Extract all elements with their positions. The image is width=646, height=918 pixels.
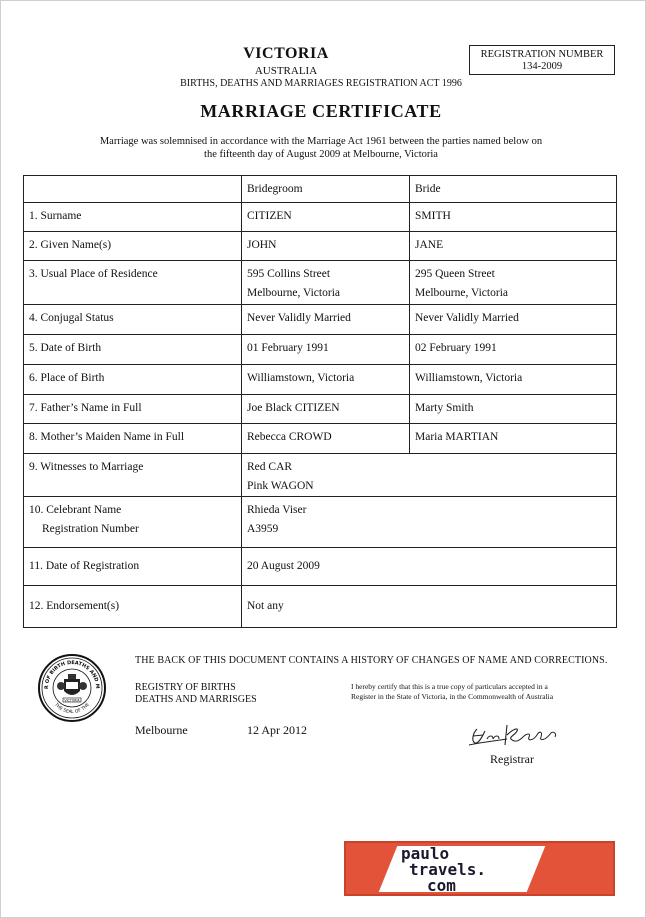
groom-value: [242, 261, 410, 305]
groom-value: CITIZEN: [242, 203, 410, 232]
bride-value: Marty Smith: [410, 395, 617, 424]
act-text: BIRTHS, DEATHS AND MARRIAGES REGISTRATION ACT 1996: [180, 78, 462, 89]
bride-value: [410, 261, 617, 305]
registry-line-2: DEATHS AND MARRISGES: [135, 694, 257, 705]
table-row: [24, 232, 617, 261]
bride-value: Williamstown, Victoria: [410, 365, 617, 395]
certificate-title: MARRIAGE CERTIFICATE: [200, 101, 442, 121]
celebrant-name-label: 10. Celebrant Name: [29, 504, 122, 516]
groom-value: Never Validly Married: [242, 305, 410, 335]
registry-seal: [37, 653, 107, 728]
state-heading: VICTORIA: [243, 45, 329, 62]
witnesses-value: [242, 454, 617, 497]
bride-residence-line-2: Melbourne, Victoria: [415, 287, 508, 299]
row-label: 2. Given Name(s): [24, 232, 242, 261]
signature-icon: [463, 719, 563, 753]
certify-line-1: I hereby certify that this is a true copy of particulars accepted in a: [351, 682, 548, 691]
bride-value: 02 February 1991: [410, 335, 617, 365]
row-label: 11. Date of Registration: [24, 548, 242, 586]
watermark-line-1: paulo: [401, 844, 450, 863]
registry-name: [135, 682, 257, 706]
registrar-title: Registrar: [490, 752, 534, 766]
witness-1: Red CAR: [247, 461, 293, 473]
watermark-line-2: travels.: [409, 860, 487, 879]
bride-value: JANE: [410, 232, 617, 261]
seal-bottom-text: THE SEAL OF THE: [53, 702, 91, 716]
groom-value: Williamstown, Victoria: [242, 365, 410, 395]
celebrant-row: [24, 497, 617, 548]
row-label: 4. Conjugal Status: [24, 305, 242, 335]
row-label: 12. Endorsement(s): [24, 586, 242, 628]
col-bride: Bride: [410, 176, 617, 203]
bride-value: Maria MARTIAN: [410, 424, 617, 454]
back-notice: THE BACK OF THIS DOCUMENT CONTAINS A HISTORY OF CHANGES OF NAME AND CORRECTIONS.: [135, 655, 608, 666]
registration-date-row: [24, 548, 617, 586]
table-row: [24, 395, 617, 424]
row-label: 6. Place of Birth: [24, 365, 242, 395]
table-row: [24, 335, 617, 365]
marriage-details-table: [23, 175, 617, 628]
seal-top-text: R OF BIRTH DEATHS AND M: [43, 659, 101, 690]
celebrant-registration-label: Registration Number: [42, 523, 139, 535]
issue-city: Melbourne: [135, 723, 188, 737]
table-row: [24, 261, 617, 305]
row-label: 5. Date of Birth: [24, 335, 242, 365]
seal-icon: [37, 653, 107, 723]
intro-paragraph: [41, 135, 601, 161]
registration-number-label: REGISTRATION NUMBER: [480, 49, 604, 60]
watermark-logo: [344, 841, 615, 896]
row-label: 8. Mother’s Maiden Name in Full: [24, 424, 242, 454]
country-heading: AUSTRALIA: [254, 65, 318, 77]
row-label: 1. Surname: [24, 203, 242, 232]
svg-text:THE SEAL OF THE: [52, 701, 91, 715]
bride-residence-line-1: 295 Queen Street: [415, 268, 495, 280]
table-row: [24, 424, 617, 454]
seal-place-text: VICTORIA: [64, 698, 80, 703]
certify-line-2: Register in the State of Victoria, in the Commonwealth of Australia: [351, 692, 554, 701]
intro-line-1: Marriage was solemnised in accordance with the Marriage Act 1961 between the parties named below on: [99, 136, 543, 147]
groom-value: Joe Black CITIZEN: [242, 395, 410, 424]
issue-date: 12 Apr 2012: [247, 723, 307, 737]
row-label: [24, 497, 242, 548]
table-row: [24, 305, 617, 335]
col-bridegroom: Bridegroom: [242, 176, 410, 203]
row-label: 7. Father’s Name in Full: [24, 395, 242, 424]
celebrant-name: Rhieda Viser: [247, 504, 307, 516]
intro-line-2: the fifteenth day of August 2009 at Melbourne, Victoria: [204, 149, 438, 160]
row-label: 3. Usual Place of Residence: [24, 261, 242, 305]
witness-2: Pink WAGON: [247, 480, 314, 492]
endorsements-value: Not any: [242, 586, 617, 628]
groom-value: 01 February 1991: [242, 335, 410, 365]
celebrant-registration-number: A3959: [247, 523, 279, 535]
bride-value: SMITH: [410, 203, 617, 232]
registry-line-1: REGISTRY OF BIRTHS: [135, 682, 236, 693]
celebrant-value: [242, 497, 617, 548]
witnesses-row: [24, 454, 617, 497]
header-empty-cell: [24, 176, 242, 203]
table-header-row: [24, 176, 617, 203]
endorsements-row: [24, 586, 617, 628]
watermark-line-3: com: [427, 876, 456, 895]
watermark-text: [401, 846, 551, 894]
bride-value: Never Validly Married: [410, 305, 617, 335]
certification-statement: [351, 682, 601, 702]
row-label: 9. Witnesses to Marriage: [24, 454, 242, 497]
table-row: [24, 203, 617, 232]
registration-date-value: 20 August 2009: [242, 548, 617, 586]
groom-residence-line-2: Melbourne, Victoria: [247, 287, 340, 299]
act-heading: [1, 78, 641, 89]
groom-value: JOHN: [242, 232, 410, 261]
registration-number-box: [469, 45, 615, 75]
groom-residence-line-1: 595 Collins Street: [247, 268, 331, 280]
groom-value: Rebecca CROWD: [242, 424, 410, 454]
table-row: [24, 365, 617, 395]
registration-number-value: 134-2009: [521, 61, 563, 72]
